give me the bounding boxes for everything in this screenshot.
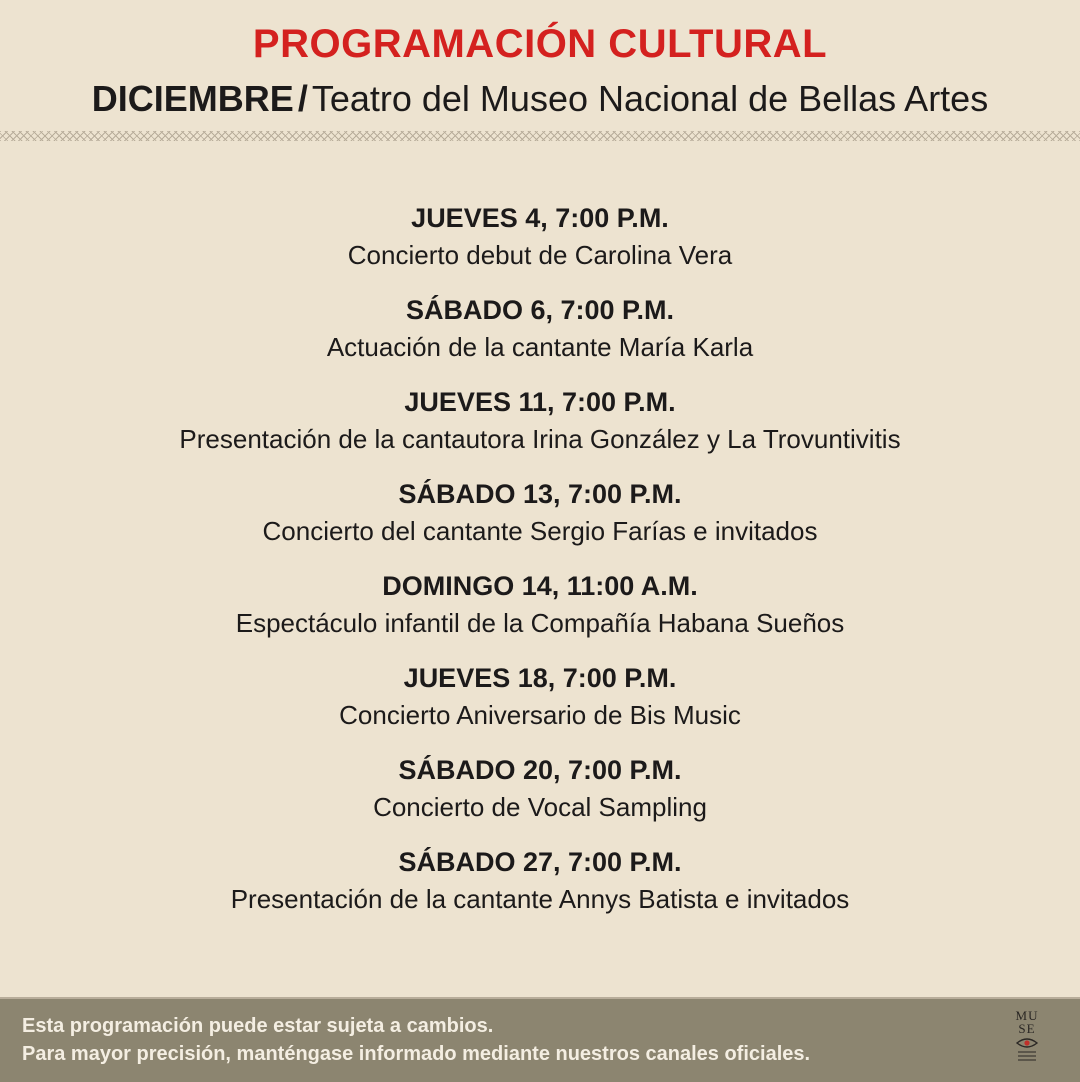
event-date: JUEVES 4, 7:00 P.M. (411, 203, 669, 233)
header-divider (0, 131, 1080, 141)
venue-label: Teatro del Museo Nacional de Bellas Artes (311, 78, 989, 119)
event-description: Concierto de Vocal Sampling (373, 792, 707, 822)
event-item (0, 566, 1080, 658)
museum-logo (1012, 1009, 1042, 1064)
event-item (0, 290, 1080, 382)
page-subtitle (0, 78, 1080, 120)
logo-text-bottom: SE (1018, 1021, 1036, 1036)
month-label: DICIEMBRE (91, 78, 294, 119)
event-description: Espectáculo infantil de la Compañía Habana Sueños (235, 608, 845, 638)
info-text: Para mayor precisión, manténgase informado mediante nuestros canales oficiales. (22, 1043, 811, 1065)
event-date: DOMINGO 14, 11:00 A.M. (382, 571, 698, 601)
logo-lines-icon (1016, 1050, 1038, 1064)
page-title: PROGRAMACIÓN CULTURAL (252, 22, 828, 66)
event-date: SÁBADO 20, 7:00 P.M. (398, 755, 682, 785)
event-item (0, 198, 1080, 290)
event-item (0, 474, 1080, 566)
event-list (0, 198, 1080, 934)
footer-band (0, 997, 1080, 1082)
event-description: Concierto del cantante Sergio Farías e invitados (262, 516, 818, 546)
event-description: Actuación de la cantante María Karla (326, 332, 754, 362)
eye-icon (1016, 1037, 1038, 1049)
event-item (0, 658, 1080, 750)
event-date: SÁBADO 6, 7:00 P.M. (405, 295, 675, 325)
event-date: SÁBADO 13, 7:00 P.M. (398, 479, 682, 509)
event-description: Concierto Aniversario de Bis Music (339, 700, 741, 730)
event-description: Presentación de la cantante Annys Batista e invitados (230, 884, 850, 914)
event-date: JUEVES 18, 7:00 P.M. (403, 663, 677, 693)
event-date: SÁBADO 27, 7:00 P.M. (398, 847, 682, 877)
event-item (0, 382, 1080, 474)
event-date: JUEVES 11, 7:00 P.M. (404, 387, 676, 417)
event-item (0, 750, 1080, 842)
logo-text-top: MU (1015, 1008, 1039, 1023)
event-item (0, 842, 1080, 934)
event-description: Presentación de la cantautora Irina González y La Trovuntivitis (179, 424, 901, 454)
subtitle-separator: / (297, 78, 308, 119)
disclaimer-text: Esta programación puede estar sujeta a cambios. (22, 1015, 494, 1037)
event-description: Concierto debut de Carolina Vera (347, 240, 733, 270)
